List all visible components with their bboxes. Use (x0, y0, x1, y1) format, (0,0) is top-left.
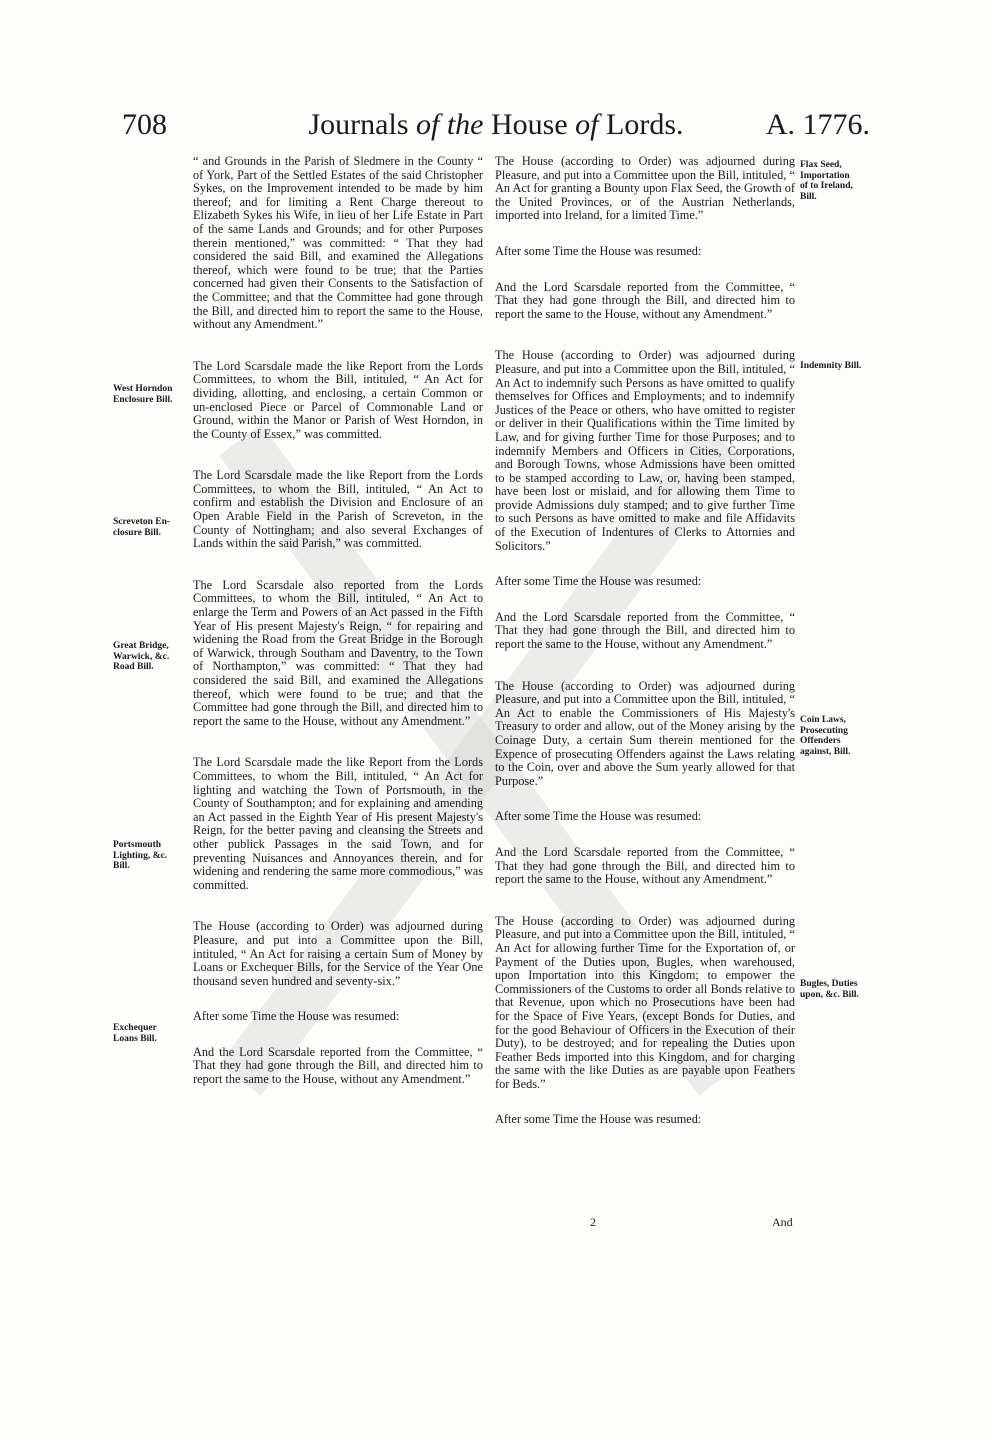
signature-mark: 2 (590, 1215, 596, 1229)
paragraph: The House (according to Order) was adjourned during Pleasure, and put into a Committee upon the Bill, intituled, “ An Act for allowing further Time for the Exportation of, or Payment of the Duties upon, Bugles, when warehoused, upon Importation into this Kingdom; to empower the Commissioners of the Customs to order all Bonds relative to that Revenue, upon which no Prosecutions have been had for the Space of Five Years, (except Bonds for Duties, and for the good Behaviour of Officers in the Execution of their Duty), to be destroyed; and for repealing the Duties upon Feather Beds imported into this Kingdom, and for charging the same with the like Duties as are payable upon Feathers for Beds.” (495, 913, 795, 1091)
paragraph: After some Time the House was resumed: (495, 243, 702, 258)
page-title: Journals of the House of Lords. (308, 108, 684, 141)
page-year: A. 1776. (765, 108, 870, 141)
paragraph: After some Time the House was resumed: (495, 574, 702, 589)
paragraph: After some Time the House was resumed: (495, 1112, 702, 1127)
paragraph: And the Lord Scarsdale reported from the Committee, “ That they had gone through the Bill, and directed him to report the same to the House, without any Amendment.” (495, 609, 795, 652)
paragraph: The Lord Scarsdale made the like Report from the Lords Committees, to whom the Bill, intituled, “ An Act for lighting and watching the Town of Portsmouth, in the County of Southampton; and for explaining and amending an Act passed in the Eighth Year of His present Majesty's Reign, for the better paving and cleansing the Streets and other publick Passages in the said Town, and for preventing Nuisances and Annoyances therein, and for widening and rendering the same more commodious,” was committed. (193, 755, 483, 892)
paragraph: The Lord Scarsdale made the like Report from the Lords Committees, to whom the Bill, intituled, “ An Act for dividing, allotting, and enclosing, a certain Common or un-enclosed Piece or Parcel of Commonable Land or Ground, within the Manor or Parish of West Horndon, in the County of Essex,” was committed. (193, 358, 483, 441)
paragraph: And the Lord Scarsdale reported from the Committee, “ That they had gone through the Bill, and directed him to report the same to the House, without any Amendment.” (495, 279, 795, 321)
paragraph: And the Lord Scarsdale reported from the Committee, “ That they had gone through the Bill, and directed him to report the same to the House, without any Amendment.” (193, 1044, 483, 1087)
paragraph: The House (according to Order) was adjourned during Pleasure, and put into a Committee upon the Bill, intituled, “ An Act for raising a certain Sum of Money by Loans or Exchequer Bills, for the Service of the Year One thousand seven hundred and seventy-six.” (193, 919, 483, 988)
paragraph: The Lord Scarsdale made the like Report from the Lords Committees, to whom the Bill, intituled, “ An Act to confirm and establish the Division and Enclosure of an Open Arable Field in the Parish of Screveton, in the County of Nottingham; and also several Exchanges of Lands within the said Parish,” was committed. (193, 468, 483, 551)
page-number: 708 (122, 108, 167, 141)
right-column (495, 155, 795, 1143)
left-column (193, 155, 483, 1103)
paragraph: The House (according to Order) was adjourned during Pleasure, and put into a Committee upon the Bill, intituled, “ An Act to indemnify such Persons as have omitted to qualify themselves for Offices and Employments; and to indemnify Justices of the Peace or others, who have omitted to register or deliver in their Qualifications within the Time limited by Law, and for giving further Time for those Purposes; and to indemnify Members and Officers in Cities, Corporations, and Borough Towns, whose Admissions have been omitted to be stamped according to Law, or, having been stamped, have been lost or mislaid, and for allowing them Time to provide Admissions duly stamped; and to give further Time to such Persons as have omitted to make and file Affidavits of the Execution of Indentures of Clerks to Attornies and Solicitors.” (495, 348, 795, 553)
paragraph: The House (according to Order) was adjourned during Pleasure, and put into a Committee upon the Bill, intituled, “ An Act to enable the Commissioners of His Majesty's Treasury to order and allow, out of the Money arising by the Coinage Duty, a certain Sum therein mentioned for the Expence of prosecuting Offenders against the Laws relating to the Coin, over and above the Sum yearly allowed for that Purpose.” (495, 678, 795, 788)
margin-note-indemnity: Indemnity Bill. (800, 361, 862, 371)
margin-note-great-bridge: Great Bridge, Warwick, &c. Road Bill. (113, 641, 170, 672)
margin-note-coin: Coin Laws, Prosecuting Offenders against, Bill. (800, 715, 851, 757)
paragraph: After some Time the House was resumed: (193, 1009, 400, 1024)
margin-note-portsmouth: Portsmouth Lighting, &c. Bill. (113, 840, 168, 871)
margin-note-screveton: Screveton En- closure Bill. (113, 517, 171, 538)
paragraph: The Lord Scarsdale also reported from the Lords Committees, to whom the Bill, intituled, “ An Act to enlarge the Term and Powers of an Act passed in the Fifth Year of His present Majesty's Reign, “ for repairing and widening the Road from the Great Bridge in the Borough of Warwick, through Southam and Daventry, to the Town of Northampton,” was committed: “ That they had considered the said Bill, and examined the Allegations thereof, which were found to be true; and that the Committee had gone through the Bill, and directed him to report the same to the House, without any Amendment.” (193, 577, 483, 728)
catchword: And (772, 1215, 793, 1229)
margin-note-flax: Flax Seed, Importation of to Ireland, Bill. (800, 160, 853, 202)
margin-note-bugles: Bugles, Duties upon, &c. Bill. (800, 979, 859, 1000)
paragraph: The House (according to Order) was adjourned during Pleasure, and put into a Committee upon the Bill, intituled, “ An Act for granting a Bounty upon Flax Seed, the Growth of the United Provinces, or of the Austrian Netherlands, imported into Ireland, for a limited Time.” (495, 154, 795, 223)
paragraph: After some Time the House was resumed: (495, 809, 702, 824)
paragraph: “ and Grounds in the Parish of Sledmere in the County “ of York, Part of the Settled Estates of the said Christopher Sykes, on the Improvement intended to be made by him thereof; and for limiting a Rent Charge thereout to Elizabeth Sykes his Wife, in lieu of her Life Estate in Part of the same Lands and Grounds; and for other Purposes therein mentioned,” was committed: “ That they had considered the said Bill, and examined the Allegations thereof, which were found to be true; that the Parties concerned had given their Consents to the Satisfaction of the Committee; and that the Committee had gone through the Bill, and directed him to report the same to the House, without any Amendment.” (193, 154, 483, 332)
margin-note-west-horndon: West Horndon Enclosure Bill. (113, 384, 173, 405)
margin-note-exchequer: Exchequer Loans Bill. (113, 1023, 157, 1044)
paragraph: And the Lord Scarsdale reported from the Committee, “ That they had gone through the Bill, and directed him to report the same to the House, without any Amendment.” (495, 844, 795, 887)
